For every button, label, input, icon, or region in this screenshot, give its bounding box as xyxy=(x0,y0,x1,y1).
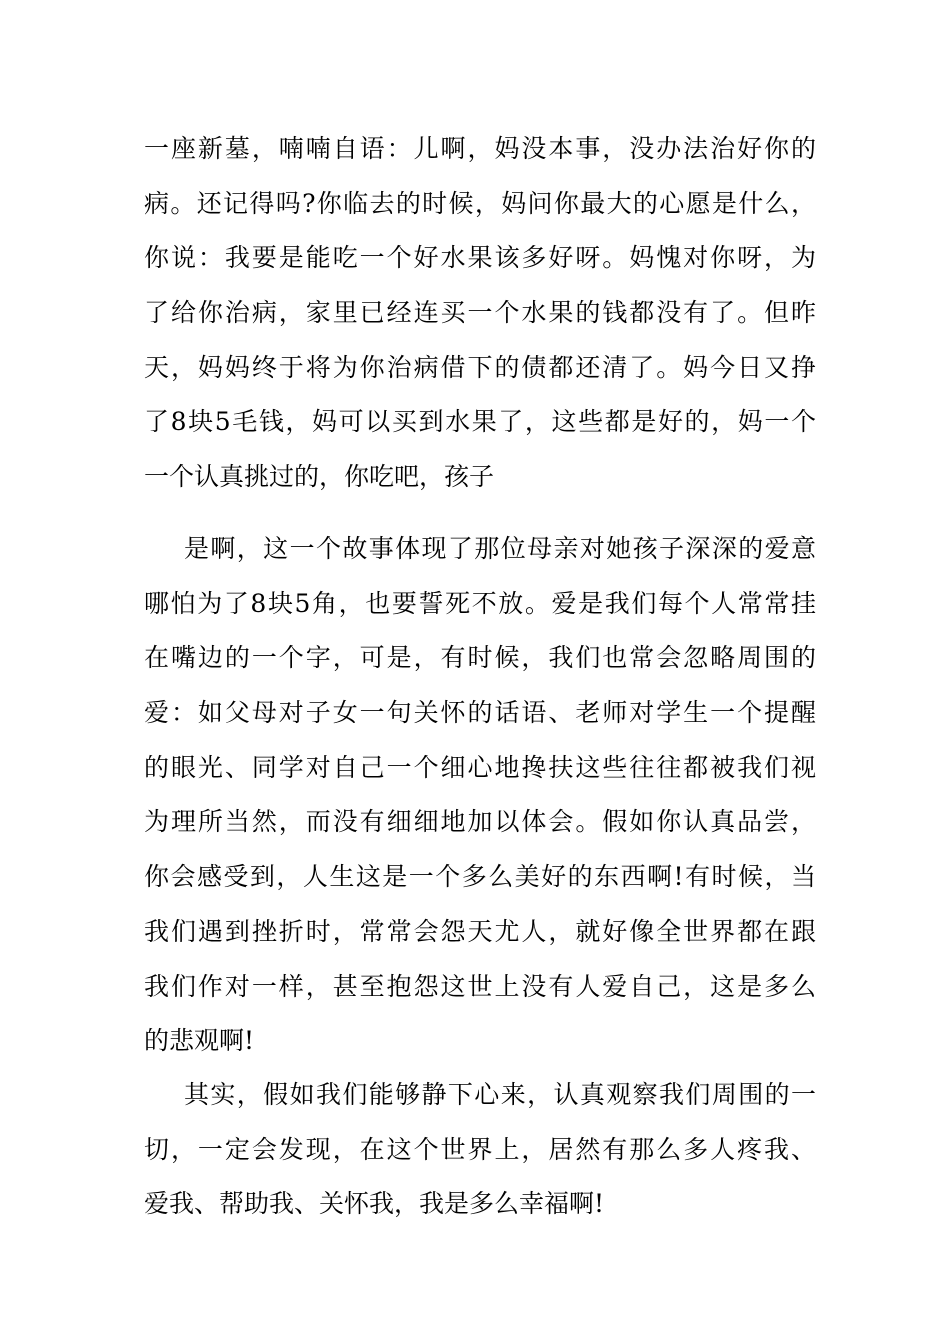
paragraph-reflection xyxy=(144,522,816,1069)
text-line: 在嘴边的一个字，可是，有时候，我们也常会忽略周围的 xyxy=(144,643,816,673)
text-line: 天，妈妈终于将为你治病借下的债都还清了。妈今日又挣 xyxy=(144,352,816,382)
text-line: 了8块5毛钱，妈可以买到水果了，这些都是好的，妈一个 xyxy=(144,407,816,437)
paragraph-conclusion xyxy=(144,1068,816,1232)
text-line: 一座新墓，喃喃自语：儿啊，妈没本事，没办法治好你的 xyxy=(144,134,816,163)
text-line: 爱我、帮助我、关怀我，我是多么幸福啊! xyxy=(144,1189,605,1219)
text-line: 一个认真挑过的，你吃吧，孩子 xyxy=(144,462,495,492)
text-line: 你会感受到，人生这是一个多么美好的东西啊!有时候，当 xyxy=(144,862,816,892)
text-line: 的眼光、同学对自己一个细心地搀扶这些往往都被我们视 xyxy=(144,752,816,782)
text-line: 切，一定会发现，在这个世界上，居然有那么多人疼我、 xyxy=(144,1134,816,1164)
text-line: 是啊，这一个故事体现了那位母亲对她孩子深深的爱意 xyxy=(184,534,816,563)
text-line: 病。还记得吗?你临去的时候，妈问你最大的心愿是什么， xyxy=(144,188,816,218)
text-line: 了给你治病，家里已经连买一个水果的钱都没有了。但昨 xyxy=(144,298,816,328)
text-line: 的悲观啊! xyxy=(144,1026,255,1056)
text-line: 其实，假如我们能够静下心来，认真观察我们周围的一 xyxy=(184,1080,816,1109)
text-line: 我们作对一样，甚至抱怨这世上没有人爱自己，这是多么 xyxy=(144,971,816,1001)
text-line: 为理所当然，而没有细细地加以体会。假如你认真品尝， xyxy=(144,807,816,837)
paragraph-mother-story xyxy=(144,122,816,505)
text-line: 哪怕为了8块5角，也要誓死不放。爱是我们每个人常常挂 xyxy=(144,588,816,618)
text-line: 你说：我要是能吃一个好水果该多好呀。妈愧对你呀，为 xyxy=(144,243,816,273)
text-line: 我们遇到挫折时，常常会怨天尤人，就好像全世界都在跟 xyxy=(144,916,816,946)
text-line: 爱：如父母对子女一句关怀的话语、老师对学生一个提醒 xyxy=(144,698,816,728)
